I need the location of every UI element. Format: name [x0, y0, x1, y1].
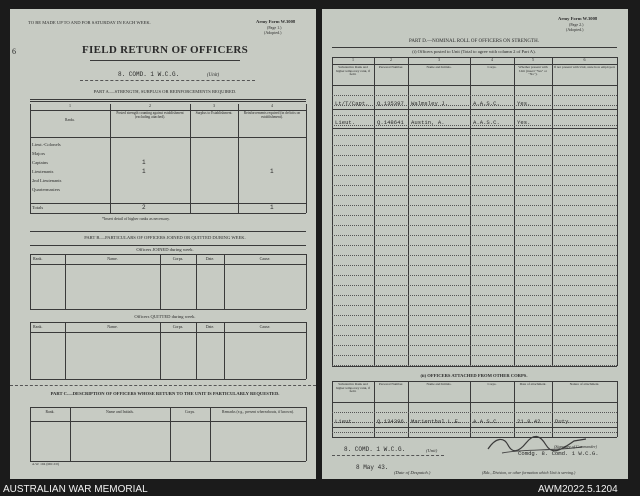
form-page: (Page 1.)	[267, 25, 282, 30]
roll-cell: Lieut.	[335, 418, 356, 425]
posted-value: 1	[142, 168, 146, 175]
rule	[374, 57, 375, 366]
part-d-title: PART D.—NOMINAL ROLL OF OFFICERS ON STRENGTH.	[409, 39, 539, 44]
nominal-column-header: Nature of attachment.	[569, 382, 600, 386]
column-header: Ranks.	[65, 118, 75, 122]
nominal-column-header: Corps.	[487, 382, 497, 386]
row-rule	[332, 265, 617, 266]
rule	[70, 407, 71, 461]
unit-value: 8. COMD. 1 W.C.G.	[344, 446, 406, 453]
joined-column-header: Name.	[107, 256, 118, 261]
rule	[30, 203, 306, 204]
row-rule	[332, 245, 617, 246]
roll-cell: Yes.	[517, 100, 531, 107]
rule	[30, 104, 31, 213]
rule	[306, 322, 307, 379]
nominal-column-header: Date of attachment.	[519, 382, 547, 386]
nominal-column-header: Personal Number.	[378, 382, 404, 386]
rule	[332, 85, 617, 86]
rule	[160, 254, 161, 309]
rule	[30, 461, 306, 462]
rule	[617, 57, 618, 366]
roll-cell: Q.148641	[377, 119, 404, 126]
rule	[617, 381, 618, 437]
rule	[65, 322, 66, 379]
row-rule	[332, 285, 617, 286]
rule	[224, 254, 225, 309]
nominal-column-header: Name and Initials.	[426, 382, 452, 386]
roll-cell: Austin, A.	[411, 119, 445, 126]
roll-cell: Marienthal L.E.	[411, 418, 462, 425]
rule	[514, 57, 515, 366]
roll-cell: A.A.S.C.	[473, 418, 500, 425]
rule	[30, 407, 306, 408]
rank-label: Majors	[32, 151, 46, 156]
roll-cell: Yes.	[517, 119, 531, 126]
column-header: Reinforcements required (in deficits on establishment).	[243, 111, 301, 119]
roll-cell: Q.134396	[377, 418, 404, 425]
form-page-left	[10, 9, 316, 479]
row-underline	[332, 128, 617, 129]
quitted-column-header: Cause.	[259, 324, 271, 329]
despatch-date: 8 May 43.	[356, 464, 389, 471]
rule	[408, 381, 409, 437]
rule	[30, 322, 31, 379]
roll-cell: A.A.S.C.	[473, 119, 500, 126]
nominal-column-header: Corps.	[487, 65, 497, 69]
form-reference: Army Form W.3008	[558, 16, 598, 21]
row-rule	[332, 315, 617, 316]
roll-cell: 21.8.42.	[517, 418, 544, 425]
rule	[408, 57, 409, 366]
row-rule	[332, 255, 617, 256]
rule	[30, 332, 306, 333]
part-a-title: PART A.—STRENGTH, SURPLUS OR REINFORCEMENTS REQUIRED.	[93, 89, 237, 94]
form-page: (Page 2.)	[569, 22, 584, 27]
rank-label: 2nd Lieutenants	[32, 178, 62, 183]
nominal-column-header: Name and Initials.	[426, 65, 452, 69]
column-number: 3	[213, 103, 215, 108]
nominal-column-header: If not present with Unit, state how employed.	[553, 65, 616, 69]
row-rule	[332, 295, 617, 296]
joined-column-header: Rank.	[33, 256, 43, 261]
sheet-number: 6	[12, 47, 16, 56]
row-rule	[332, 175, 617, 176]
rule	[30, 137, 306, 138]
quitted-column-header: Date.	[205, 324, 215, 329]
row-rule	[332, 185, 617, 186]
column-number: 1	[352, 57, 354, 62]
rule	[306, 254, 307, 309]
nominal-column-header: Personal Number.	[378, 65, 404, 69]
commander-value: Comdg. 8. Comd. 1 W.C.G.	[518, 450, 599, 457]
rule	[470, 381, 471, 437]
signature-label: (Signature of Commander)	[554, 444, 597, 449]
column-header: Surplus to Establishment.	[195, 111, 233, 115]
row-rule	[332, 135, 617, 136]
rule	[210, 407, 211, 461]
column-number: 5	[532, 57, 534, 62]
rule	[470, 57, 471, 366]
print-code: A.W. 104 (Mil 2/0)	[32, 462, 59, 466]
row-rule	[332, 412, 617, 413]
row-rule	[332, 275, 617, 276]
part-c-column-header: Name and Initials.	[106, 410, 134, 414]
part-c-column-header: Corps.	[184, 410, 196, 414]
joined-title: Officers JOINED during week.	[136, 247, 194, 252]
roll-cell: Lt/T/Capt.	[335, 100, 369, 107]
rule	[552, 57, 553, 366]
row-underline	[332, 109, 617, 110]
form-reference: Army Form W.3008	[256, 19, 296, 24]
footer-accession: AWM2022.5.1204	[538, 484, 618, 495]
roll-cell: Lieut.	[335, 119, 356, 126]
page-title: FIELD RETURN OF OFFICERS	[81, 44, 249, 56]
column-number: 4	[491, 57, 493, 62]
formation-label: (Rdc., Division, or other formation which Unit is serving.)	[482, 470, 576, 475]
roll-cell: Duty.	[555, 418, 572, 425]
unit-label: (Unit)	[426, 448, 438, 453]
rule	[190, 104, 191, 213]
row-rule	[332, 195, 617, 196]
part-c-column-header: Rank.	[45, 410, 55, 414]
row-rule	[332, 335, 617, 336]
row-rule	[332, 215, 617, 216]
unit-label: (Unit)	[207, 73, 220, 78]
row-rule	[332, 325, 617, 326]
section-ii-title: (ii) OFFICERS ATTACHED FROM OTHER CORPS.	[420, 373, 528, 378]
joined-column-header: Corps.	[172, 256, 184, 261]
form-adopted: (Adopted.)	[264, 30, 282, 35]
form-adopted: (Adopted.)	[566, 27, 584, 32]
rule	[332, 366, 617, 367]
row-rule	[332, 95, 617, 96]
rank-label: Lieutenants	[32, 169, 54, 174]
nominal-column-header: Substantive Rank and higher temporary rank, if held.	[335, 65, 371, 77]
row-rule	[332, 165, 617, 166]
column-number: 4	[271, 103, 273, 108]
rule	[30, 254, 31, 309]
footer-credit: AUSTRALIAN WAR MEMORIAL	[3, 484, 148, 495]
quitted-column-header: Name.	[107, 324, 118, 329]
row-rule	[332, 145, 617, 146]
row-rule	[332, 235, 617, 236]
reinforcement-value: 1	[270, 204, 274, 211]
posted-value: 1	[142, 159, 146, 166]
rule	[238, 104, 239, 213]
header-note: TO BE MADE UP TO AND FOR SATURDAY IN EACH WEEK.	[28, 20, 151, 25]
rank-label: Quartermasters	[32, 187, 61, 192]
column-number: 3	[438, 57, 440, 62]
rank-label: Captains	[32, 160, 49, 165]
rule	[30, 322, 306, 323]
part-c-column-header: Remarks (e.g., present whereabouts, if known).	[222, 410, 294, 414]
rule	[196, 322, 197, 379]
rule	[332, 57, 333, 366]
quitted-column-header: Corps.	[172, 324, 184, 329]
rule	[170, 407, 171, 461]
roll-cell: Walmsley J.	[411, 100, 448, 107]
form-page-right	[322, 9, 628, 479]
rule	[332, 402, 617, 403]
rule	[30, 254, 306, 255]
footer-bar	[0, 483, 640, 496]
row-rule	[332, 205, 617, 206]
rank-label: Lieut.-Colonels	[32, 142, 61, 147]
nominal-column-header: Substantive Rank and higher temporary rank, if held.	[335, 382, 371, 394]
despatch-date-label: (Date of Despatch.)	[394, 470, 431, 475]
rule	[65, 254, 66, 309]
row-rule	[332, 115, 617, 116]
rule	[160, 322, 161, 379]
part-c-title: PART C.—DESCRIPTION OF OFFICERS WHOSE RETURN TO THE UNIT IS PARTICULARLY REQUESTED.	[50, 391, 280, 396]
joined-column-header: Date.	[205, 256, 215, 261]
reinforcement-value: 1	[270, 168, 274, 175]
rule	[30, 421, 306, 422]
column-number: 1	[69, 103, 71, 108]
roll-cell: A.A.S.C.	[473, 100, 500, 107]
row-rule	[332, 225, 617, 226]
row-rule	[332, 155, 617, 156]
quitted-column-header: Rank.	[33, 324, 43, 329]
rule	[306, 104, 307, 213]
rule	[30, 407, 31, 461]
row-rule	[332, 355, 617, 356]
rule	[374, 381, 375, 437]
rule	[306, 407, 307, 461]
column-number: 6	[583, 57, 586, 62]
row-rule	[332, 345, 617, 346]
rank-label: Totals	[32, 205, 44, 210]
rule	[30, 213, 306, 214]
part-b-title: PART B.—PARTICULARS OF OFFICERS JOINED OR QUITTED DURING WEEK.	[84, 235, 246, 240]
nominal-column-header: Whether present with Unit (insert "Yes" or "No").	[518, 65, 548, 77]
rule	[224, 322, 225, 379]
row-rule	[332, 305, 617, 306]
section-i-title: (i) Officers posted to Unit (Total to agree with column 2 of Part A).	[412, 49, 536, 54]
row-underline	[332, 427, 617, 428]
column-number: 2	[149, 103, 151, 108]
rule	[30, 264, 306, 265]
part-a-footnote: *Insert detail of higher ranks as necessary.	[102, 216, 170, 221]
column-header: Posted strength counting against establishment (excluding attached).	[116, 111, 184, 119]
rule	[110, 104, 111, 213]
quitted-title: Officers QUITTED during week.	[134, 314, 196, 319]
posted-value: 2	[142, 204, 146, 211]
roll-cell: Q.135397	[377, 100, 404, 107]
unit-value: 8. COMD. 1 W.C.G.	[118, 71, 180, 78]
joined-column-header: Cause.	[259, 256, 271, 261]
rule	[196, 254, 197, 309]
column-number: 2	[390, 57, 392, 62]
